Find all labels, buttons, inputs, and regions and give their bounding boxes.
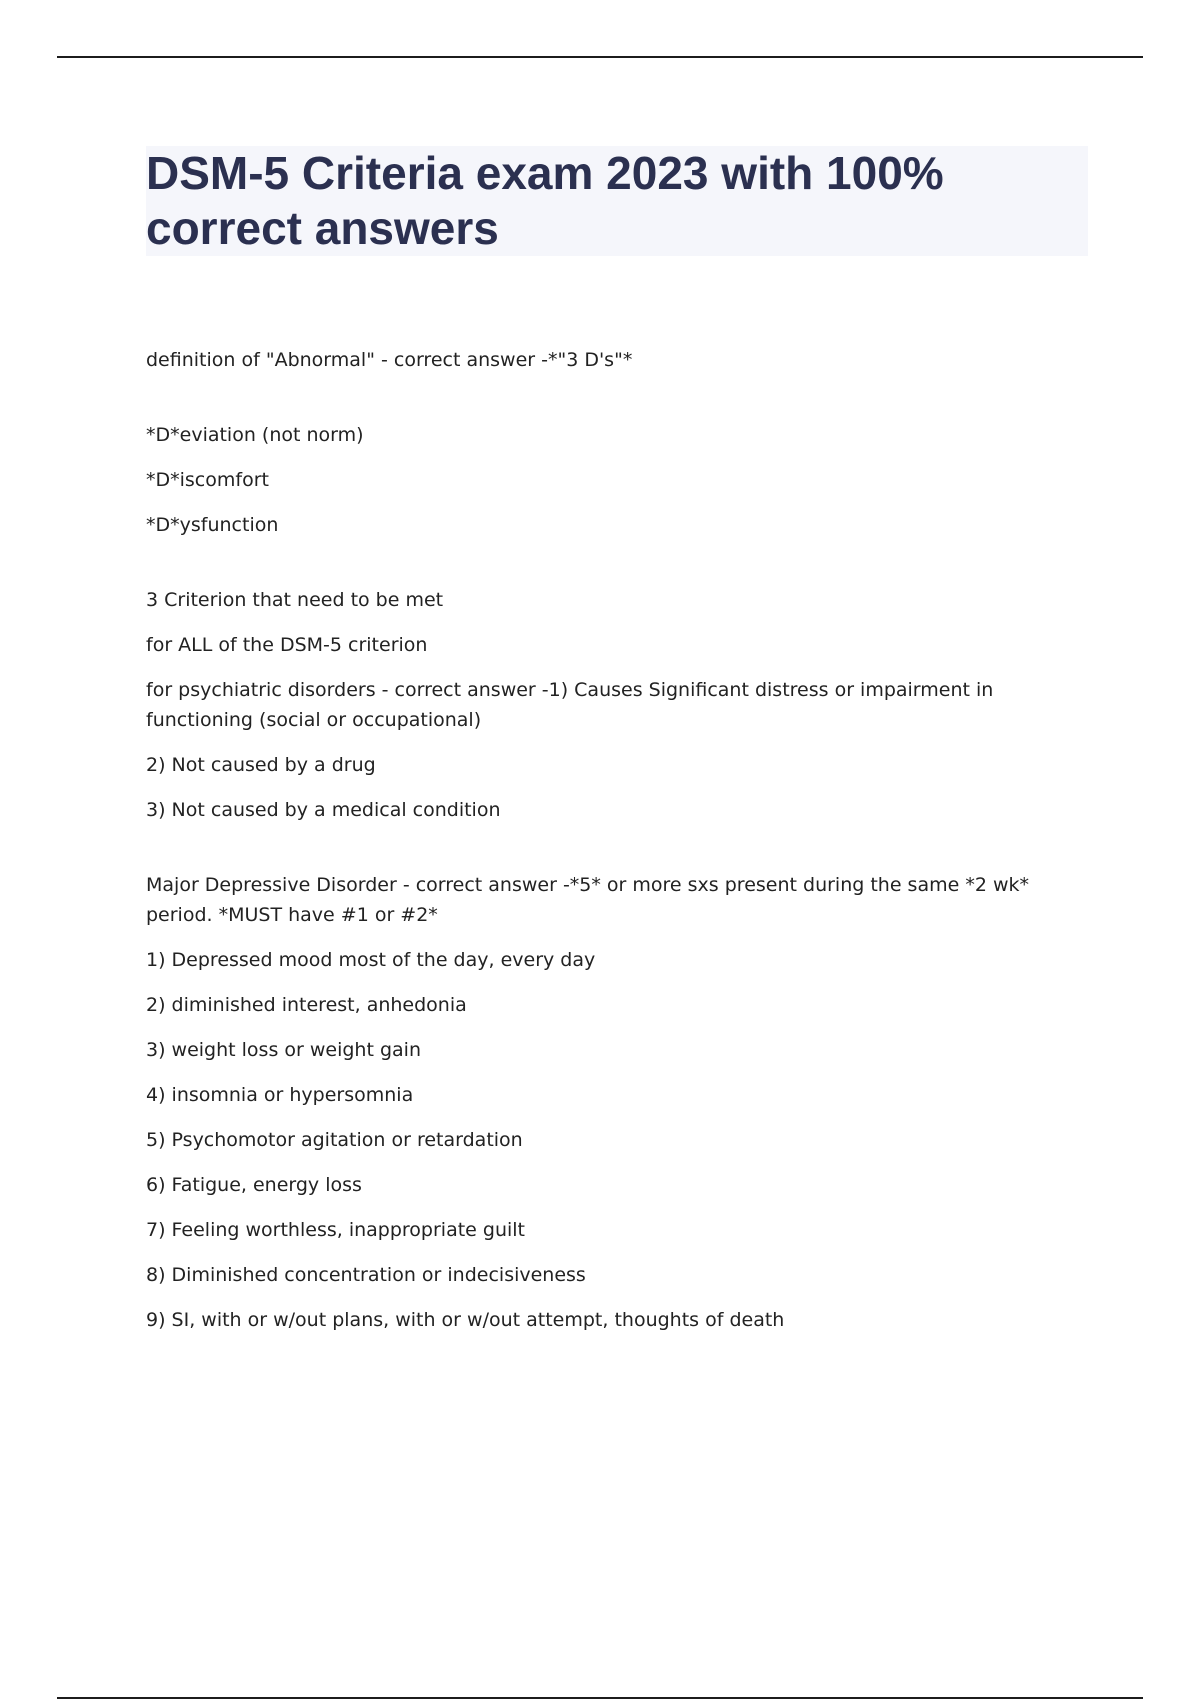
list-item: 2) diminished interest, anhedonia [146, 994, 467, 1016]
list-item: *D*ysfunction [146, 514, 279, 536]
list-item: 4) insomnia or hypersomnia [146, 1084, 414, 1106]
paragraph-mdd-definition: Major Depressive Disorder - correct answer -*5* or more sxs present during the same *2 wk* period. *MUST have #1 or #2* [146, 874, 1030, 926]
paragraph-abnormal-definition: definition of "Abnormal" - correct answer -*"3 D's"* [146, 349, 633, 371]
list-item: 2) Not caused by a drug [146, 754, 376, 776]
list-item: 6) Fatigue, energy loss [146, 1174, 362, 1196]
list-item: 9) SI, with or w/out plans, with or w/out attempt, thoughts of death [146, 1309, 785, 1331]
list-item: 3) weight loss or weight gain [146, 1039, 421, 1061]
paragraph-criterion-line: for ALL of the DSM-5 criterion [146, 634, 428, 656]
list-item: 8) Diminished concentration or indecisiveness [146, 1264, 586, 1286]
paragraph-criterion-answer: for psychiatric disorders - correct answer -1) Causes Significant distress or impairment in functioning (social or occupational) [146, 679, 994, 731]
list-item: 7) Feeling worthless, inappropriate guilt [146, 1219, 526, 1241]
top-rule [57, 56, 1143, 58]
list-item: *D*iscomfort [146, 469, 269, 491]
title-box [146, 146, 1088, 256]
list-item: *D*eviation (not norm) [146, 424, 364, 446]
list-item: 5) Psychomotor agitation or retardation [146, 1129, 523, 1151]
page-title: DSM-5 Criteria exam 2023 with 100% correct answers [146, 147, 944, 254]
list-item: 3) Not caused by a medical condition [146, 799, 501, 821]
bottom-rule [57, 1697, 1143, 1699]
document-body [146, 345, 1086, 1350]
list-item: 1) Depressed mood most of the day, every day [146, 949, 596, 971]
paragraph-criterion-heading: 3 Criterion that need to be met [146, 589, 444, 611]
